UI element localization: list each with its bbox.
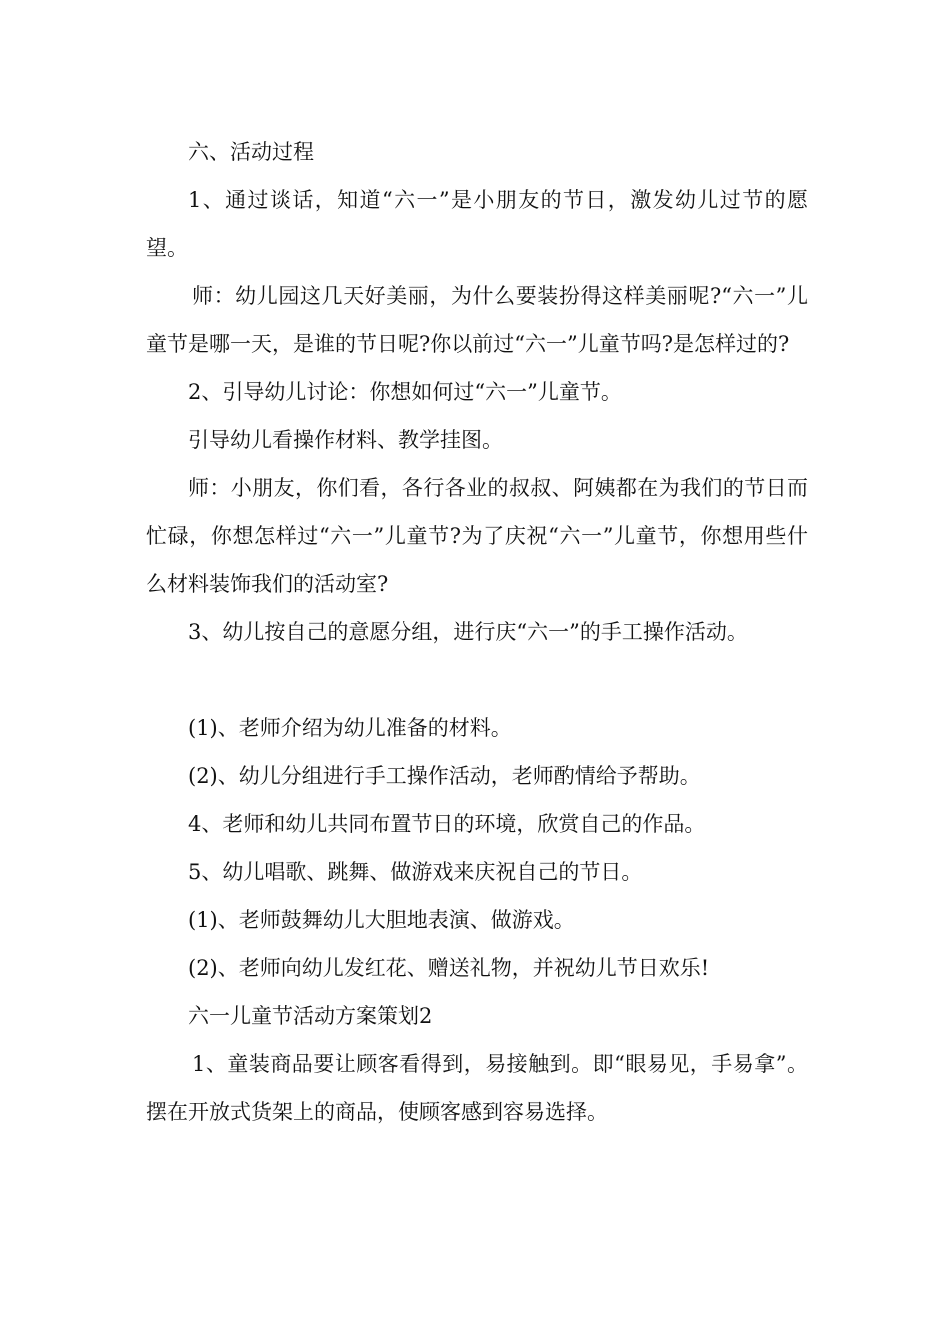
paragraph: 5、幼儿唱歌、跳舞、做游戏来庆祝自己的节日。: [188, 860, 643, 884]
paragraph: (1)、老师鼓舞幼儿大胆地表演、做游戏。: [188, 908, 575, 932]
blank-line: [146, 656, 808, 704]
paragraph: 1、通过谈话，知道“六一”是小朋友的节日，激发幼儿过节的愿望。: [146, 188, 808, 260]
section-heading: 六、活动过程: [188, 140, 314, 164]
paragraph: 引导幼儿看操作材料、教学挂图。: [188, 428, 503, 452]
paragraph: 2、引导幼儿讨论：你想如何过“六一”儿童节。: [188, 380, 622, 404]
paragraph: (2)、老师向幼儿发红花、赠送礼物，并祝幼儿节日欢乐!: [188, 956, 710, 980]
document-body: [146, 128, 808, 1136]
paragraph: 4、老师和幼儿共同布置节日的环境，欣赏自己的作品。: [188, 812, 706, 836]
paragraph: 1、童装商品要让顾客看得到，易接触到。即“眼易见，手易拿”。摆在开放式货架上的商品，使顾客感到容易选择。: [146, 1052, 808, 1124]
paragraph: 师：幼儿园这几天好美丽，为什么要装扮得这样美丽呢?“六一”儿童节是哪一天，是谁的节日呢?你以前过“六一”儿童节吗?是怎样过的?: [146, 284, 808, 356]
paragraph: (1)、老师介绍为幼儿准备的材料。: [188, 716, 512, 740]
paragraph: 师：小朋友，你们看，各行各业的叔叔、阿姨都在为我们的节日而忙碌，你想怎样过“六一”儿童节?为了庆祝“六一”儿童节，你想用些什么材料装饰我们的活动室?: [146, 476, 808, 596]
paragraph: 3、幼儿按自己的意愿分组，进行庆“六一”的手工操作活动。: [188, 620, 748, 644]
section-title: 六一儿童节活动方案策划2: [188, 1004, 433, 1028]
paragraph: (2)、幼儿分组进行手工操作活动，老师酌情给予帮助。: [188, 764, 701, 788]
